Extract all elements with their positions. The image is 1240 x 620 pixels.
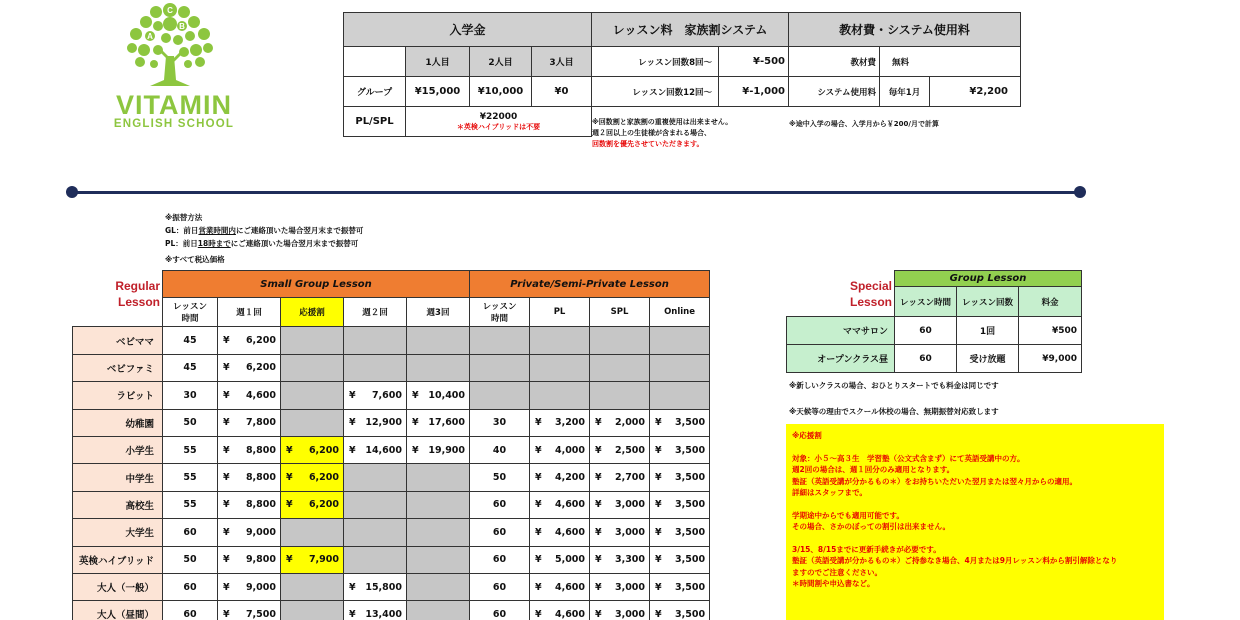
price-three-weekly: ¥ 10,400 <box>407 382 470 409</box>
support-text: ますのでご注意ください。 <box>792 567 882 577</box>
special-note: ※天候等の理由でスクール休校の場合、無期振替対応致します <box>789 407 999 416</box>
pl-spl-note: ＊英検ハイブリッドは不要 <box>456 122 541 131</box>
price-once-weekly: ¥ 8,800 <box>218 491 281 518</box>
row-name: 中学生 <box>73 464 163 491</box>
support-text: 3/15、8/15までに更新手続きが必要です。 <box>792 544 941 554</box>
price-support-discount: ¥ 6,200 <box>281 491 344 518</box>
special-fee: ¥500 <box>1019 317 1082 345</box>
col-pl: PL <box>530 298 590 327</box>
price-support-discount <box>281 601 344 620</box>
price-twice-weekly: ¥ 14,600 <box>344 436 407 463</box>
price-pl: ¥ 4,200 <box>530 464 590 491</box>
yen-sign: ¥ <box>286 499 293 511</box>
private-time <box>470 327 530 354</box>
price-three-weekly <box>407 491 470 518</box>
yen-sign: ¥ <box>535 417 542 429</box>
price-online: ¥ 3,500 <box>650 464 710 491</box>
special-time: 60 <box>895 317 957 345</box>
price-spl <box>590 327 650 354</box>
support-title: ※応援割 <box>792 431 822 440</box>
price-three-weekly <box>407 327 470 354</box>
row-name: ベビママ <box>73 327 163 354</box>
row-name: 幼稚園 <box>73 409 163 436</box>
special-fee: ¥9,000 <box>1019 345 1082 373</box>
price-online: ¥ 3,500 <box>650 573 710 600</box>
support-text: 週2回の場合は、週１回分のみ適用となります。 <box>792 465 955 474</box>
yen-sign: ¥ <box>412 444 419 456</box>
group-lesson-header: Group Lesson <box>895 271 1082 287</box>
table-row <box>73 409 710 436</box>
price-twice-weekly <box>344 546 407 573</box>
yen-sign: ¥ <box>535 526 542 538</box>
yen-sign: ¥ <box>286 554 293 566</box>
price-support-discount <box>281 409 344 436</box>
table-row <box>73 436 710 463</box>
label-line: Special <box>849 279 892 293</box>
yen-sign: ¥ <box>655 444 662 456</box>
yen-sign: ¥ <box>349 389 356 401</box>
yen-sign: ¥ <box>595 608 602 620</box>
material-label: システム使用料 <box>789 77 880 107</box>
price-twice-weekly <box>344 354 407 381</box>
yen-sign: ¥ <box>223 608 230 620</box>
yen-sign: ¥ <box>223 526 230 538</box>
price-support-discount <box>281 327 344 354</box>
tree-logo-icon <box>120 0 220 92</box>
family-discount-note <box>592 117 732 150</box>
price-pl: ¥ 4,600 <box>530 519 590 546</box>
row-name: 大人（一般） <box>73 573 163 600</box>
price-once-weekly: ¥ 7,500 <box>218 601 281 620</box>
price-pl: ¥ 5,000 <box>530 546 590 573</box>
special-lesson-table <box>786 270 1082 373</box>
table-row <box>73 464 710 491</box>
price-once-weekly: ¥ 9,000 <box>218 573 281 600</box>
special-count: 1回 <box>957 317 1019 345</box>
price-three-weekly: ¥ 19,900 <box>407 436 470 463</box>
price-support-discount <box>281 573 344 600</box>
price-once-weekly: ¥ 7,800 <box>218 409 281 436</box>
yen-sign: ¥ <box>535 472 542 484</box>
private-time: 60 <box>470 573 530 600</box>
material-value: ¥2,200 <box>930 77 1021 107</box>
price-online: ¥ 3,500 <box>650 436 710 463</box>
price-three-weekly: ¥ 17,600 <box>407 409 470 436</box>
row-name: 大学生 <box>73 519 163 546</box>
row-name: 小学生 <box>73 436 163 463</box>
group-fee: ¥10,000 <box>470 77 532 107</box>
people-col-3: 3人目 <box>532 47 592 77</box>
divider-dot <box>1074 186 1086 198</box>
table-row <box>73 519 710 546</box>
price-once-weekly: ¥ 8,800 <box>218 436 281 463</box>
private-time: 40 <box>470 436 530 463</box>
price-three-weekly <box>407 601 470 620</box>
price-pl: ¥ 3,200 <box>530 409 590 436</box>
support-text: 対象：小５～高３生 学習塾（公文式含まず）にて英語受講中の方。 <box>792 453 1025 463</box>
yen-sign: ¥ <box>412 389 419 401</box>
material-note: ※途中入学の場合、入学月から￥200/月で計算 <box>789 120 939 128</box>
price-online: ¥ 3,500 <box>650 519 710 546</box>
row-name: 大人（昼間） <box>73 601 163 620</box>
price-pl: ¥ 4,600 <box>530 491 590 518</box>
col-fee: 料金 <box>1019 287 1082 317</box>
rule-highlight: 営業時間内 <box>198 226 236 235</box>
price-support-discount <box>281 382 344 409</box>
lesson-time: 50 <box>163 546 218 573</box>
col-lesson-count: レッスン回数 <box>957 287 1019 317</box>
price-support-discount: ¥ 6,200 <box>281 436 344 463</box>
yen-sign: ¥ <box>223 581 230 593</box>
support-text: その場合、さかのぼっての割引は出来ません。 <box>792 522 950 531</box>
yen-sign: ¥ <box>286 472 293 484</box>
lesson-time: 30 <box>163 382 218 409</box>
lesson-time: 45 <box>163 327 218 354</box>
section-divider <box>70 191 1082 194</box>
price-spl: ¥ 2,500 <box>590 436 650 463</box>
price-twice-weekly <box>344 464 407 491</box>
price-spl: ¥ 3,000 <box>590 573 650 600</box>
rule-highlight: 18時まで <box>197 239 231 248</box>
private-time: 60 <box>470 519 530 546</box>
lesson-time: 60 <box>163 601 218 620</box>
blank-cell <box>344 47 406 77</box>
yen-sign: ¥ <box>595 472 602 484</box>
price-once-weekly: ¥ 6,200 <box>218 327 281 354</box>
price-pl: ¥ 4,000 <box>530 436 590 463</box>
rule-prefix: GL：前日 <box>165 226 199 235</box>
price-spl: ¥ 3,000 <box>590 519 650 546</box>
yen-sign: ¥ <box>535 581 542 593</box>
price-support-discount <box>281 354 344 381</box>
col-private-time: レッスン 時間 <box>470 298 530 327</box>
yen-sign: ¥ <box>223 472 230 484</box>
yen-sign: ¥ <box>655 499 662 511</box>
price-spl: ¥ 3,000 <box>590 601 650 620</box>
yen-sign: ¥ <box>535 608 542 620</box>
price-twice-weekly: ¥ 13,400 <box>344 601 407 620</box>
row-name: 高校生 <box>73 491 163 518</box>
col-spl: SPL <box>590 298 650 327</box>
makeup-title: ※振替方法 <box>165 213 203 222</box>
table-row <box>73 382 710 409</box>
price-online <box>650 382 710 409</box>
price-once-weekly: ¥ 4,600 <box>218 382 281 409</box>
private-time: 60 <box>470 491 530 518</box>
special-note: ※新しいクラスの場合、おひとりスタートでも料金は同じです <box>789 381 999 390</box>
yen-sign: ¥ <box>412 417 419 429</box>
col-online: Online <box>650 298 710 327</box>
lesson-time: 60 <box>163 519 218 546</box>
price-once-weekly: ¥ 8,800 <box>218 464 281 491</box>
group-label: グループ <box>344 77 406 107</box>
yen-sign: ¥ <box>349 608 356 620</box>
pl-spl-fee: ¥22000 <box>479 111 518 122</box>
logo-subtitle: ENGLISH SCHOOL <box>113 118 235 130</box>
logo-leaf-letter: C <box>167 6 173 15</box>
private-lesson-header: Private/Semi-Private Lesson <box>470 271 710 298</box>
special-time: 60 <box>895 345 957 373</box>
col-once-weekly: 週１回 <box>218 298 281 327</box>
yen-sign: ¥ <box>595 581 602 593</box>
price-online: ¥ 3,500 <box>650 491 710 518</box>
col-lesson-time: レッスン 時間 <box>163 298 218 327</box>
price-spl <box>590 354 650 381</box>
tax-note: ※すべて税込価格 <box>165 255 225 264</box>
material-label: 教材費 <box>789 47 880 77</box>
yen-sign: ¥ <box>223 335 230 347</box>
yen-sign: ¥ <box>349 417 356 429</box>
support-text: 塾証（英語受講が分かるもの＊）をお持ちいただいた翌月または翌々月からの適用。 <box>792 476 1077 486</box>
group-fee: ¥0 <box>532 77 592 107</box>
table-row <box>73 573 710 600</box>
yen-sign: ¥ <box>223 444 230 456</box>
school-logo <box>100 0 240 140</box>
label-line: Lesson <box>849 295 892 309</box>
price-three-weekly <box>407 546 470 573</box>
price-pl <box>530 327 590 354</box>
private-time <box>470 382 530 409</box>
price-online: ¥ 3,500 <box>650 409 710 436</box>
price-pl: ¥ 4,600 <box>530 573 590 600</box>
special-count: 受け放題 <box>957 345 1019 373</box>
material-fee-header: 教材費・システム使用料 <box>789 13 1021 47</box>
divider-dot <box>66 186 78 198</box>
yen-sign: ¥ <box>223 499 230 511</box>
discount-label: レッスン回数8回～ <box>592 47 719 77</box>
yen-sign: ¥ <box>535 444 542 456</box>
row-name: 英検ハイブリッド <box>73 546 163 573</box>
yen-sign: ¥ <box>223 362 230 374</box>
note-line-red: 回数割を優先させていただきます。 <box>592 140 704 148</box>
table-row <box>73 491 710 518</box>
price-once-weekly: ¥ 6,200 <box>218 354 281 381</box>
yen-sign: ¥ <box>655 581 662 593</box>
small-group-header: Small Group Lesson <box>163 271 470 298</box>
logo-leaf-letter: A <box>147 32 153 41</box>
private-time: 50 <box>470 464 530 491</box>
price-pl: ¥ 4,600 <box>530 601 590 620</box>
special-row-name: オープンクラス昼 <box>787 345 895 373</box>
yen-sign: ¥ <box>349 581 356 593</box>
note-line: ※回数割と家族割の重複使用は出来ません。 <box>592 118 733 126</box>
yen-sign: ¥ <box>349 444 356 456</box>
pl-spl-fee-cell <box>406 107 592 137</box>
lesson-time: 55 <box>163 464 218 491</box>
price-three-weekly <box>407 573 470 600</box>
yen-sign: ¥ <box>595 526 602 538</box>
yen-sign: ¥ <box>655 417 662 429</box>
regular-lesson-table <box>72 270 710 620</box>
price-twice-weekly: ¥ 7,600 <box>344 382 407 409</box>
price-spl: ¥ 3,000 <box>590 491 650 518</box>
support-text: ＊時間割や申込書など。 <box>792 579 875 588</box>
price-once-weekly: ¥ 9,000 <box>218 519 281 546</box>
yen-sign: ¥ <box>655 526 662 538</box>
yen-sign: ¥ <box>595 417 602 429</box>
yen-sign: ¥ <box>535 499 542 511</box>
table-row <box>73 601 710 620</box>
price-twice-weekly <box>344 491 407 518</box>
price-online <box>650 327 710 354</box>
people-col-1: 1人目 <box>406 47 470 77</box>
yen-sign: ¥ <box>223 389 230 401</box>
table-row <box>73 546 710 573</box>
group-fee: ¥15,000 <box>406 77 470 107</box>
discount-label: レッスン回数12回～ <box>592 77 719 107</box>
price-online <box>650 354 710 381</box>
material-detail: 無料 <box>880 47 1021 77</box>
price-online: ¥ 3,500 <box>650 601 710 620</box>
price-twice-weekly <box>344 519 407 546</box>
label-line: Regular <box>115 279 160 293</box>
col-three-weekly: 週3回 <box>407 298 470 327</box>
price-spl: ¥ 2,700 <box>590 464 650 491</box>
price-pl <box>530 382 590 409</box>
discount-value: ¥-500 <box>719 47 789 77</box>
discount-value: ¥-1,000 <box>719 77 789 107</box>
label-line: Lesson <box>117 295 160 309</box>
price-support-discount: ¥ 7,900 <box>281 546 344 573</box>
price-support-discount: ¥ 6,200 <box>281 464 344 491</box>
people-col-2: 2人目 <box>470 47 532 77</box>
table-row <box>73 327 710 354</box>
yen-sign: ¥ <box>595 554 602 566</box>
price-three-weekly <box>407 519 470 546</box>
blank-cell <box>787 271 895 287</box>
private-time: 60 <box>470 546 530 573</box>
price-online: ¥ 3,500 <box>650 546 710 573</box>
material-detail: 毎年1月 <box>880 77 930 107</box>
yen-sign: ¥ <box>223 554 230 566</box>
price-once-weekly: ¥ 9,800 <box>218 546 281 573</box>
yen-sign: ¥ <box>655 472 662 484</box>
lesson-time: 50 <box>163 409 218 436</box>
support-discount-box <box>786 424 1164 620</box>
makeup-pl-rule <box>165 237 358 250</box>
pl-spl-label: PL/SPL <box>344 107 406 137</box>
price-twice-weekly: ¥ 12,900 <box>344 409 407 436</box>
col-support-discount: 応援割 <box>281 298 344 327</box>
admission-fee-header: 入学金 <box>344 13 592 47</box>
private-time <box>470 354 530 381</box>
table-row <box>73 354 710 381</box>
support-text: 塾証（英語受講が分かるもの＊）ご持参なき場合、4月または9月レッスン料から割引解除となり <box>792 556 1118 565</box>
price-twice-weekly: ¥ 15,800 <box>344 573 407 600</box>
family-discount-header: レッスン料 家族割システム <box>592 13 789 47</box>
yen-sign: ¥ <box>655 608 662 620</box>
yen-sign: ¥ <box>535 554 542 566</box>
yen-sign: ¥ <box>286 444 293 456</box>
lesson-time: 60 <box>163 573 218 600</box>
rule-prefix: PL：前日 <box>165 239 198 248</box>
price-spl: ¥ 2,000 <box>590 409 650 436</box>
support-text: 詳細はスタッフまで。 <box>792 488 867 497</box>
yen-sign: ¥ <box>655 554 662 566</box>
price-three-weekly <box>407 464 470 491</box>
yen-sign: ¥ <box>595 444 602 456</box>
yen-sign: ¥ <box>223 417 230 429</box>
row-name: ラビット <box>73 382 163 409</box>
price-support-discount <box>281 519 344 546</box>
lesson-time: 55 <box>163 436 218 463</box>
yen-sign: ¥ <box>595 499 602 511</box>
rule-suffix: にご連絡頂いた場合翌月末まで振替可 <box>230 239 359 248</box>
lesson-time: 55 <box>163 491 218 518</box>
logo-leaf-letter: B <box>179 22 185 31</box>
blank-cell <box>73 298 163 327</box>
rule-suffix: にご連絡頂いた場合翌月末まで振替可 <box>235 226 364 235</box>
row-name: ベビファミ <box>73 354 163 381</box>
price-pl <box>530 354 590 381</box>
private-time: 30 <box>470 409 530 436</box>
lesson-time: 45 <box>163 354 218 381</box>
col-twice-weekly: 週２回 <box>344 298 407 327</box>
note-line: 週２回以上の生徒様が含まれる場合、 <box>592 129 711 137</box>
makeup-gl-rule <box>165 224 363 237</box>
price-three-weekly <box>407 354 470 381</box>
price-twice-weekly <box>344 327 407 354</box>
special-row-name: ママサロン <box>787 317 895 345</box>
blank-cell <box>787 287 895 317</box>
col-lesson-time: レッスン時間 <box>895 287 957 317</box>
price-spl <box>590 382 650 409</box>
support-text: 学期途中からでも適用可能です。 <box>792 510 904 520</box>
blank-cell <box>73 271 163 298</box>
private-time: 60 <box>470 601 530 620</box>
logo-wordmark: VITAMIN <box>116 90 232 120</box>
price-spl: ¥ 3,300 <box>590 546 650 573</box>
